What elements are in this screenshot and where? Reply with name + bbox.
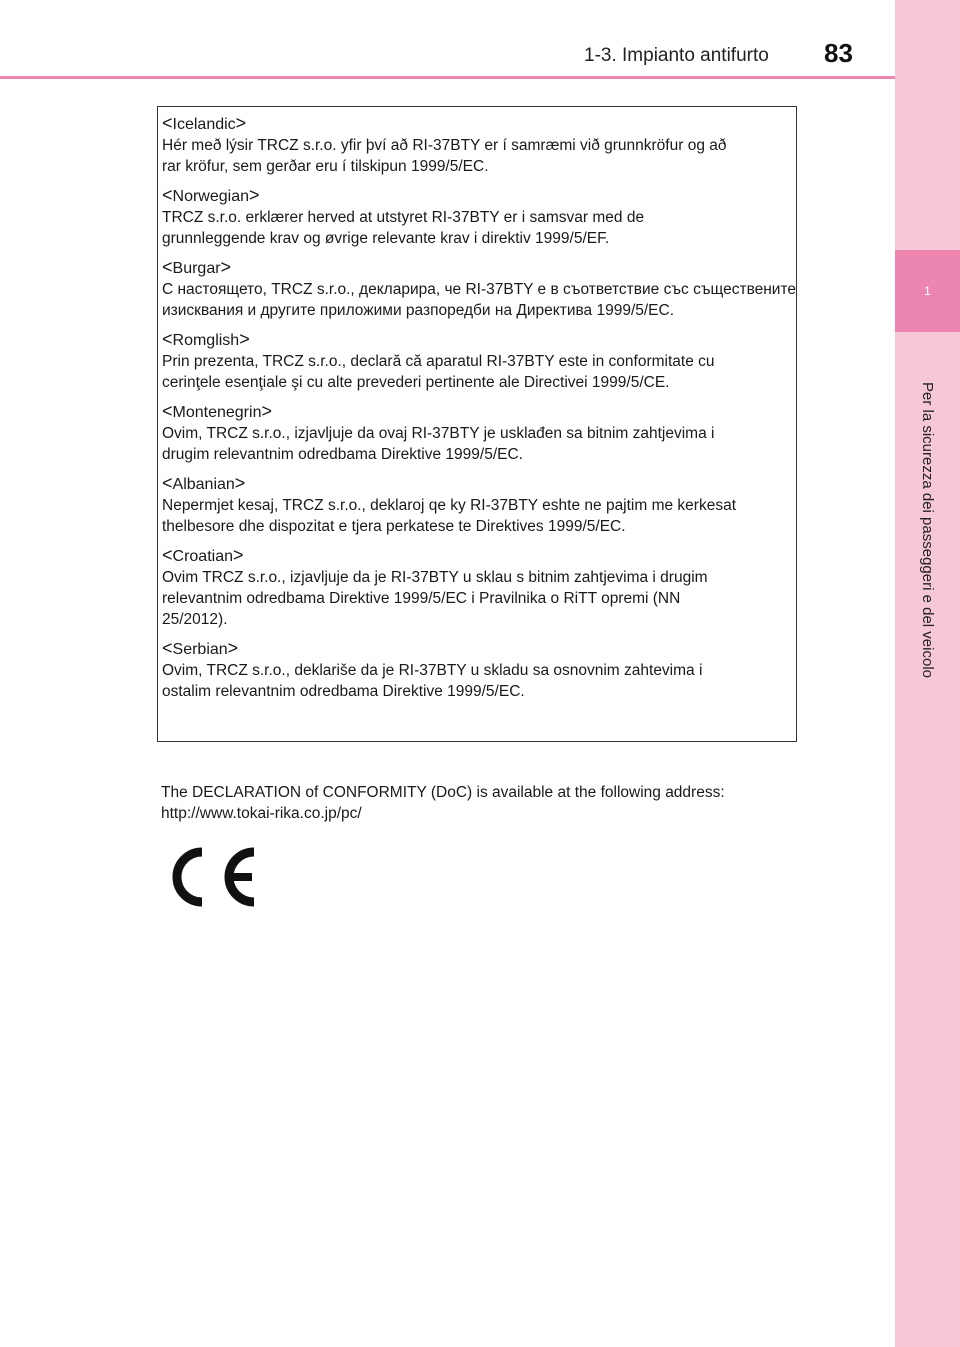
- declaration-section: [162, 638, 796, 702]
- chapter-number: 1: [924, 284, 931, 298]
- language-label: <Norwegian>: [162, 185, 260, 205]
- declaration-text: Ovim, TRCZ s.r.o., izjavljuje da ovaj RI-37BTY je usklađen sa bitnim zahtjevima i drugim relevantnim odredbama Direktive 1999/5/EC.: [162, 425, 715, 463]
- language-label: <Croatian>: [162, 545, 244, 565]
- language-label: <Icelandic>: [162, 113, 247, 133]
- ce-mark-icon: [164, 842, 264, 912]
- declaration-section: [162, 113, 796, 177]
- doc-statement: The DECLARATION of CONFORMITY (DoC) is available at the following address:: [161, 784, 725, 801]
- header-divider: [0, 76, 895, 79]
- declaration-section: [162, 329, 796, 393]
- declaration-section: [162, 545, 796, 630]
- declaration-text: Prin prezenta, TRCZ s.r.o., declară că aparatul RI-37BTY este in conformitate cu cerinţele esenţiale şi cu alte prevederi pertinente ale Directivei 1999/5/CE.: [162, 353, 715, 391]
- declaration-text: Hér með lýsir TRCZ s.r.o. yfir því að RI-37BTY er í samræmi við grunnkröfur og að rar kröfur, sem gerðar eru í tilskipun 1999/5/EC.: [162, 137, 727, 175]
- language-label: <Burgar>: [162, 257, 232, 277]
- declaration-section: [162, 185, 796, 249]
- declaration-text: Ovim, TRCZ s.r.o., deklariše da je RI-37BTY u skladu sa osnovnim zahtevima i ostalim relevantnim odredbama Direktive 1999/5/EC.: [162, 662, 703, 700]
- doc-availability: [161, 782, 725, 824]
- declaration-box: [157, 106, 797, 742]
- declaration-section: [162, 257, 796, 321]
- declaration-text: Ovim TRCZ s.r.o., izjavljuje da je RI-37BTY u sklau s bitnim zahtjevima i drugim relevantnim odredbama Direktive 1999/5/EC i Pravilnika o RiTT opremi (NN 25/2012).: [162, 569, 708, 628]
- language-label: <Romglish>: [162, 329, 250, 349]
- language-label: <Albanian>: [162, 473, 246, 493]
- page-number: 83: [824, 38, 853, 68]
- language-label: <Montenegrin>: [162, 401, 272, 421]
- language-label: <Serbian>: [162, 638, 239, 658]
- chapter-title: Per la sicurezza dei passeggeri e del veicolo: [919, 382, 936, 678]
- chapter-tab[interactable]: [895, 250, 960, 332]
- doc-url: http://www.tokai-rika.co.jp/pc/: [161, 805, 362, 822]
- chapter-title-container: [895, 340, 960, 720]
- declaration-text: TRCZ s.r.o. erklærer herved at utstyret RI-37BTY er i samsvar med de grunnleggende krav og øvrige relevante krav i direktiv 1999/5/EF.: [162, 209, 645, 247]
- declaration-text: Nepermjet kesaj, TRCZ s.r.o., deklaroj qe ky RI-37BTY eshte ne pajtim me kerkesat thelbesore dhe dispozitat e tjera perkatese te Direktives 1999/5/EC.: [162, 497, 737, 535]
- section-title: 1-3. Impianto antifurto: [584, 45, 769, 66]
- declaration-section: [162, 401, 796, 465]
- declaration-section: [162, 473, 796, 537]
- declaration-text: С настоящето, TRCZ s.r.o., декларира, че RI-37BTY е в съответствие със съществените изисквания и другите приложими разпоредби на Директива 1999/5/EC.: [162, 281, 797, 319]
